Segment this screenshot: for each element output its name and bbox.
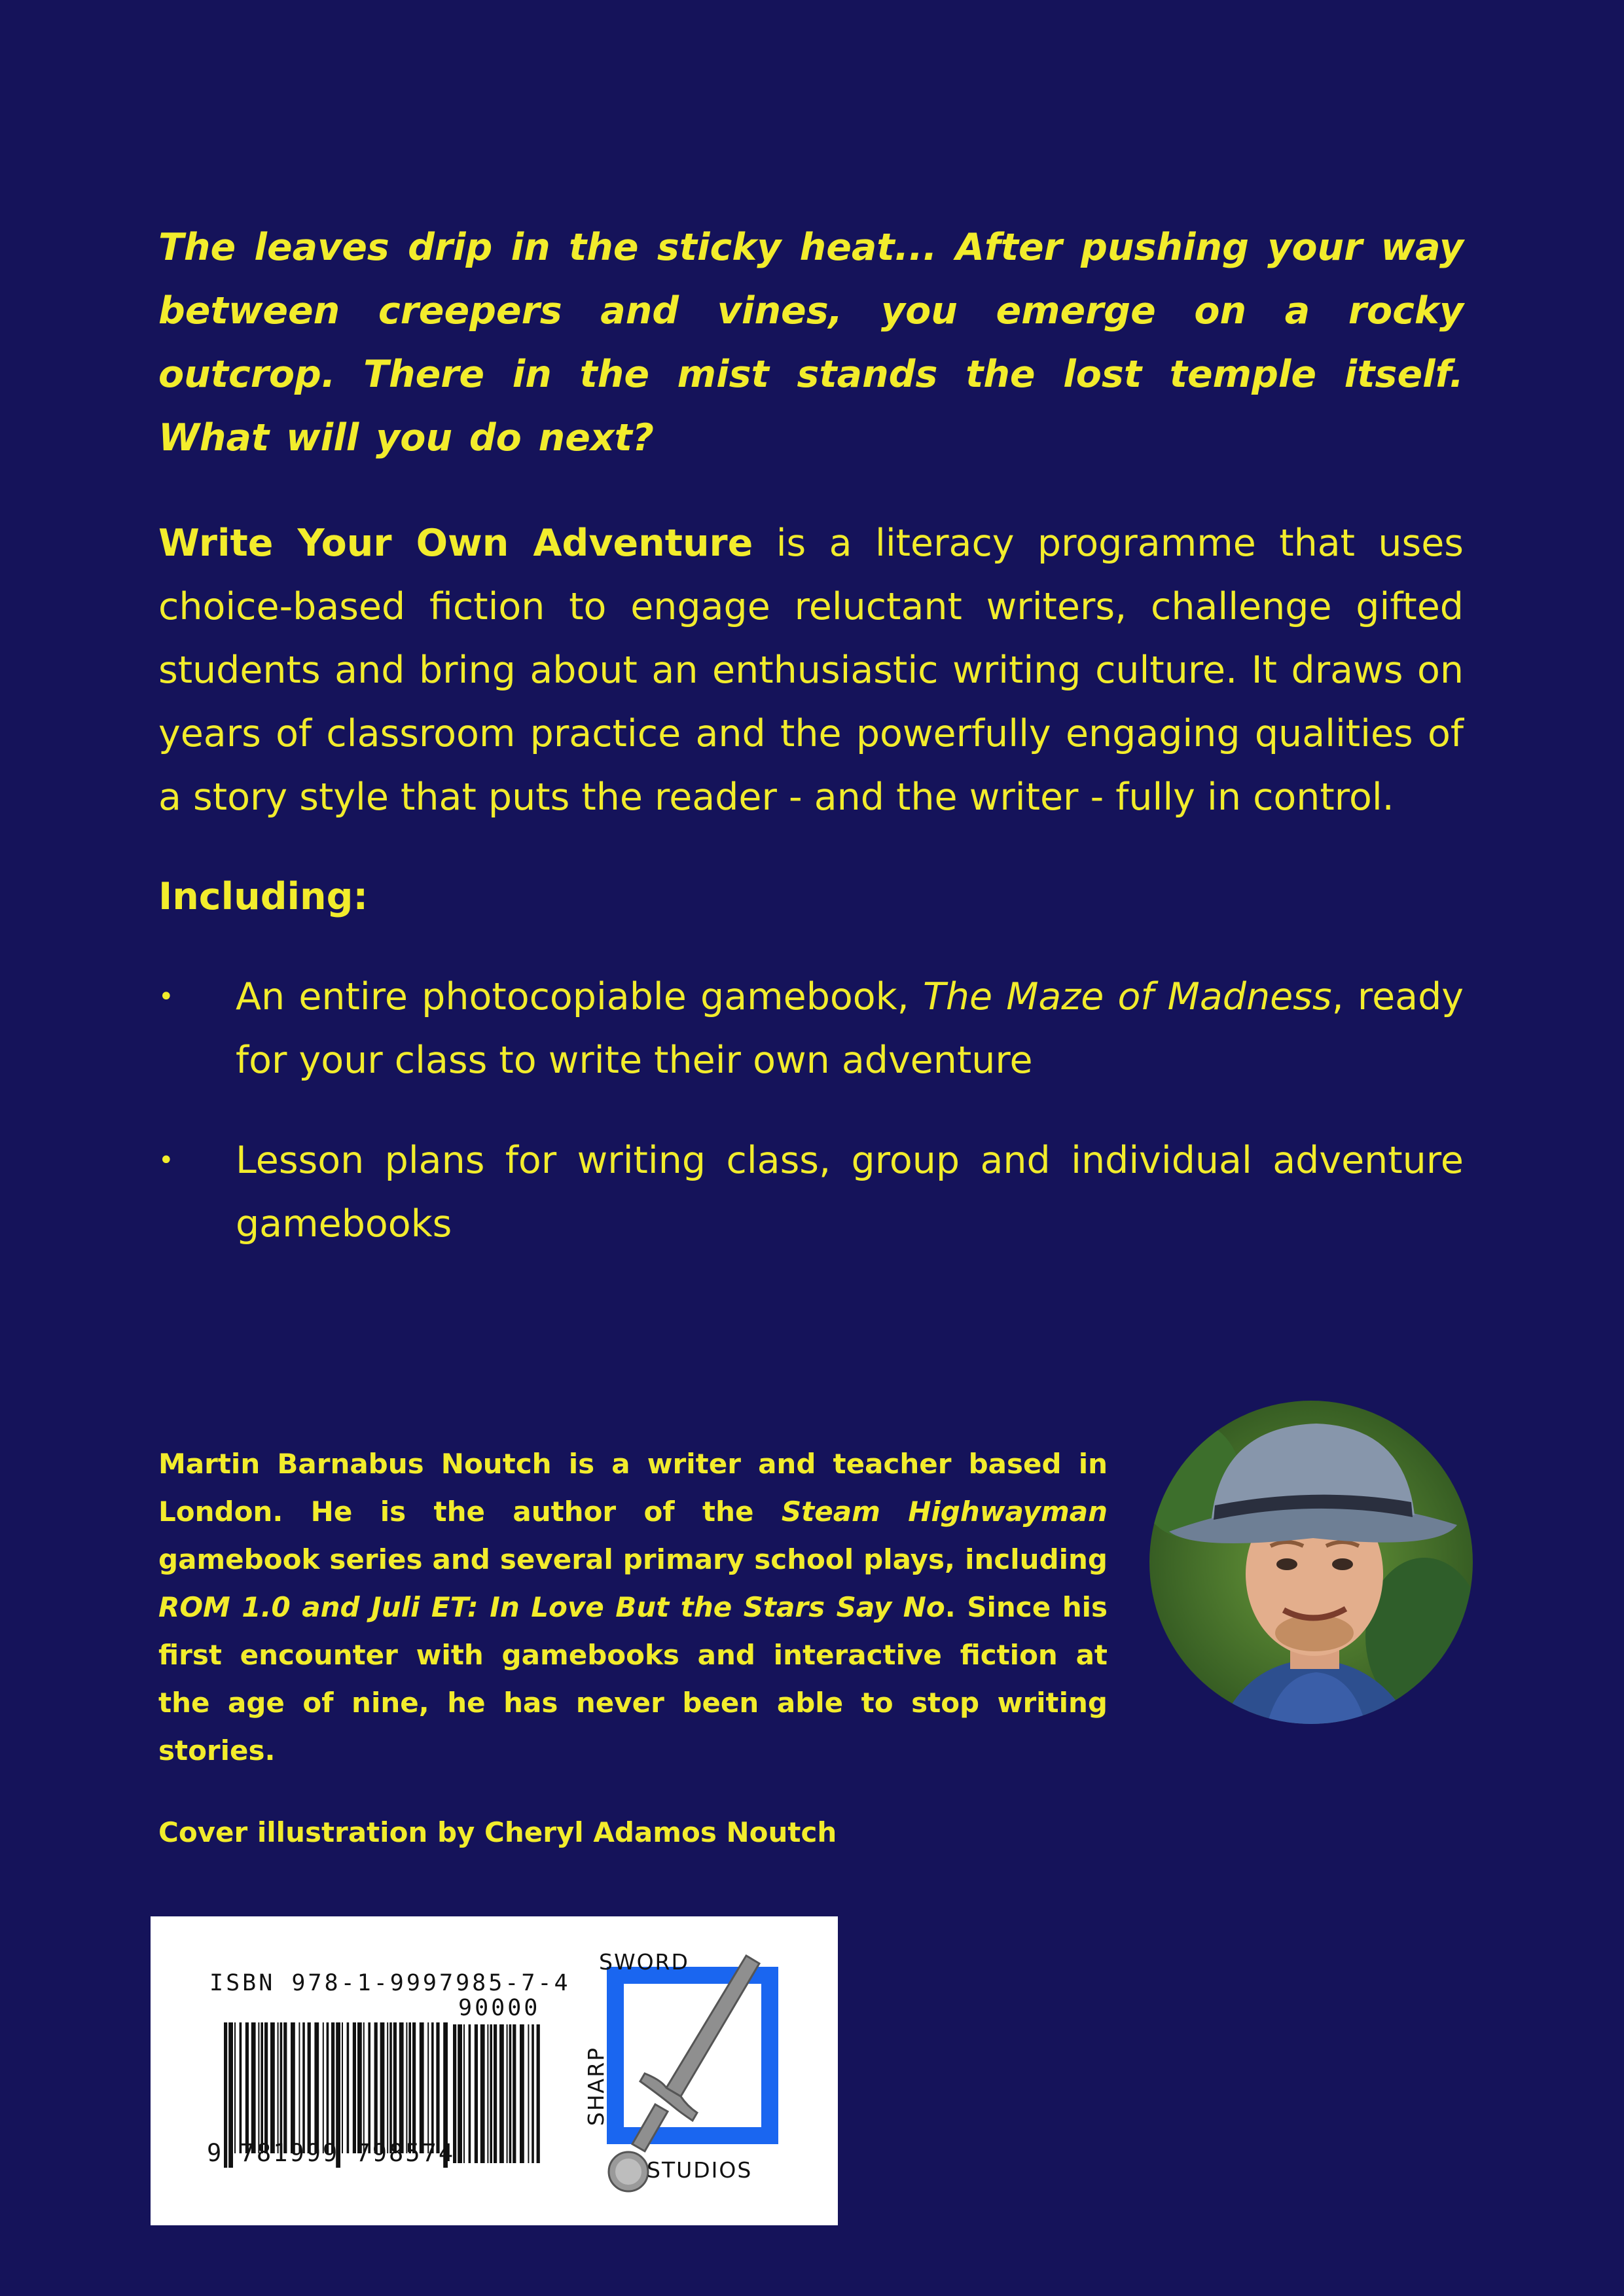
barcode-bar xyxy=(302,2022,305,2153)
barcode-bar xyxy=(234,2022,236,2153)
logo-top-word: SWORD xyxy=(599,1949,689,1975)
list-item xyxy=(158,1129,1464,1256)
author-bio xyxy=(158,1440,1108,1774)
barcode-bar xyxy=(314,2022,319,2153)
barcode-panel xyxy=(151,1916,838,2225)
barcode-bar xyxy=(507,2024,508,2163)
barcode-bar xyxy=(357,2022,362,2153)
barcode-bar xyxy=(393,2022,397,2153)
price-barcode xyxy=(453,2024,551,2163)
barcode-bar xyxy=(264,2022,268,2153)
price-code: 90000 xyxy=(458,1995,541,2021)
barcode-bar xyxy=(278,2022,279,2153)
list-item-text: An entire photocopiable gamebook, xyxy=(236,975,923,1018)
barcode-bar xyxy=(240,2022,242,2153)
barcode-bar xyxy=(420,2022,424,2153)
barcode-bar xyxy=(308,2022,311,2153)
barcode-bar xyxy=(380,2022,385,2153)
barcode-bar xyxy=(487,2024,488,2163)
barcode-bar xyxy=(363,2022,365,2153)
cover-credit: Cover illustration by Cheryl Adamos Noutch xyxy=(158,1816,837,1848)
barcode-bar xyxy=(412,2022,416,2153)
list-item xyxy=(158,965,1464,1092)
barcode-bar xyxy=(258,2022,259,2153)
barcode-bar xyxy=(494,2024,497,2163)
feature-list xyxy=(158,965,1464,1293)
list-item-text: , ready for your class to write their own adventure xyxy=(236,975,1464,1082)
barcode-bar xyxy=(537,2024,540,2163)
series-title: Steam Highwayman xyxy=(781,1496,1108,1528)
bio-text: . Since his first encounter with gamebooks and interactive fiction at the age of nine, he has never been able to stop writing stories. xyxy=(158,1591,1108,1767)
barcode-bar xyxy=(291,2022,295,2153)
including-heading: Including: xyxy=(158,875,369,918)
barcode-bar xyxy=(475,2024,478,2163)
barcode-bar xyxy=(513,2024,516,2163)
barcode-bar xyxy=(280,2022,283,2153)
barcode-bar xyxy=(490,2024,492,2163)
isbn-label: ISBN 978-1-9997985-7-4 xyxy=(209,1970,571,1996)
barcode-bar xyxy=(245,2022,249,2153)
bullet-icon: • xyxy=(158,982,174,1012)
barcode-bar xyxy=(463,2024,465,2163)
barcode-bar xyxy=(431,2022,434,2153)
barcode-bar xyxy=(408,2022,411,2153)
barcode-bar xyxy=(427,2022,429,2153)
bio-text: gamebook series and several primary school plays, including xyxy=(158,1543,1108,1575)
barcode-bar xyxy=(323,2022,324,2153)
barcode-bar xyxy=(298,2022,300,2153)
logo-side-word: SHARP xyxy=(583,2046,609,2126)
barcode-digits: 9 781999 798574 xyxy=(207,2139,456,2167)
barcode-bar xyxy=(331,2022,334,2153)
barcode-bar xyxy=(374,2022,378,2153)
barcode-bar xyxy=(406,2022,407,2153)
barcode-bar xyxy=(458,2024,462,2163)
barcode-bar xyxy=(347,2022,350,2153)
bio-text: Martin Barnabus Noutch is a writer and teacher based in London. He is the author of the xyxy=(158,1448,1108,1528)
intro-body: is a literacy programme that uses choice-based fiction to engage reluctant writers, challenge gifted students and bring about an enthusiastic writing culture. It draws on years of classroom practice and the powerfully engaging qualities of a story style that puts the reader - and the writer - fully in control. xyxy=(158,522,1464,819)
barcode-bar xyxy=(261,2022,263,2153)
barcode-bar xyxy=(469,2024,471,2163)
barcode-bar xyxy=(499,2024,504,2163)
barcode-bar xyxy=(270,2022,275,2153)
barcode-bar xyxy=(353,2022,356,2153)
barcode-bar xyxy=(532,2024,534,2163)
barcode-bar xyxy=(399,2022,404,2153)
teaser-text: The leaves drip in the sticky heat... After pushing your way between creepers and vines, you emerge on a rocky outcrop. There in the mist stands the lost temple itself. What will you do next? xyxy=(158,226,1464,459)
barcode-bar xyxy=(389,2022,392,2153)
barcode-bar xyxy=(480,2024,485,2163)
barcode-bar xyxy=(509,2024,512,2163)
barcode-bar xyxy=(283,2022,287,2153)
barcode-bar xyxy=(528,2024,529,2163)
barcode-bar xyxy=(251,2022,256,2153)
barcode-bar xyxy=(436,2022,439,2153)
publisher-logo xyxy=(583,1949,792,2200)
barcode-bar xyxy=(520,2024,524,2163)
play-title: ROM 1.0 and Juli ET: In Love But the Stars Say No xyxy=(158,1591,945,1623)
barcode-bar xyxy=(387,2022,388,2153)
barcode-bar xyxy=(342,2022,343,2153)
gamebook-title: The Maze of Madness xyxy=(923,975,1332,1018)
barcode-bar xyxy=(368,2022,370,2153)
author-photo xyxy=(1149,1401,1473,1724)
list-item-text: Lesson plans for writing class, group and individual adventure gamebooks xyxy=(236,1139,1464,1246)
barcode-bar xyxy=(327,2022,329,2153)
programme-title: Write Your Own Adventure xyxy=(158,522,753,565)
logo-bottom-word: STUDIOS xyxy=(647,2157,753,2183)
intro-paragraph xyxy=(158,512,1464,829)
bullet-icon: • xyxy=(158,1145,174,1175)
